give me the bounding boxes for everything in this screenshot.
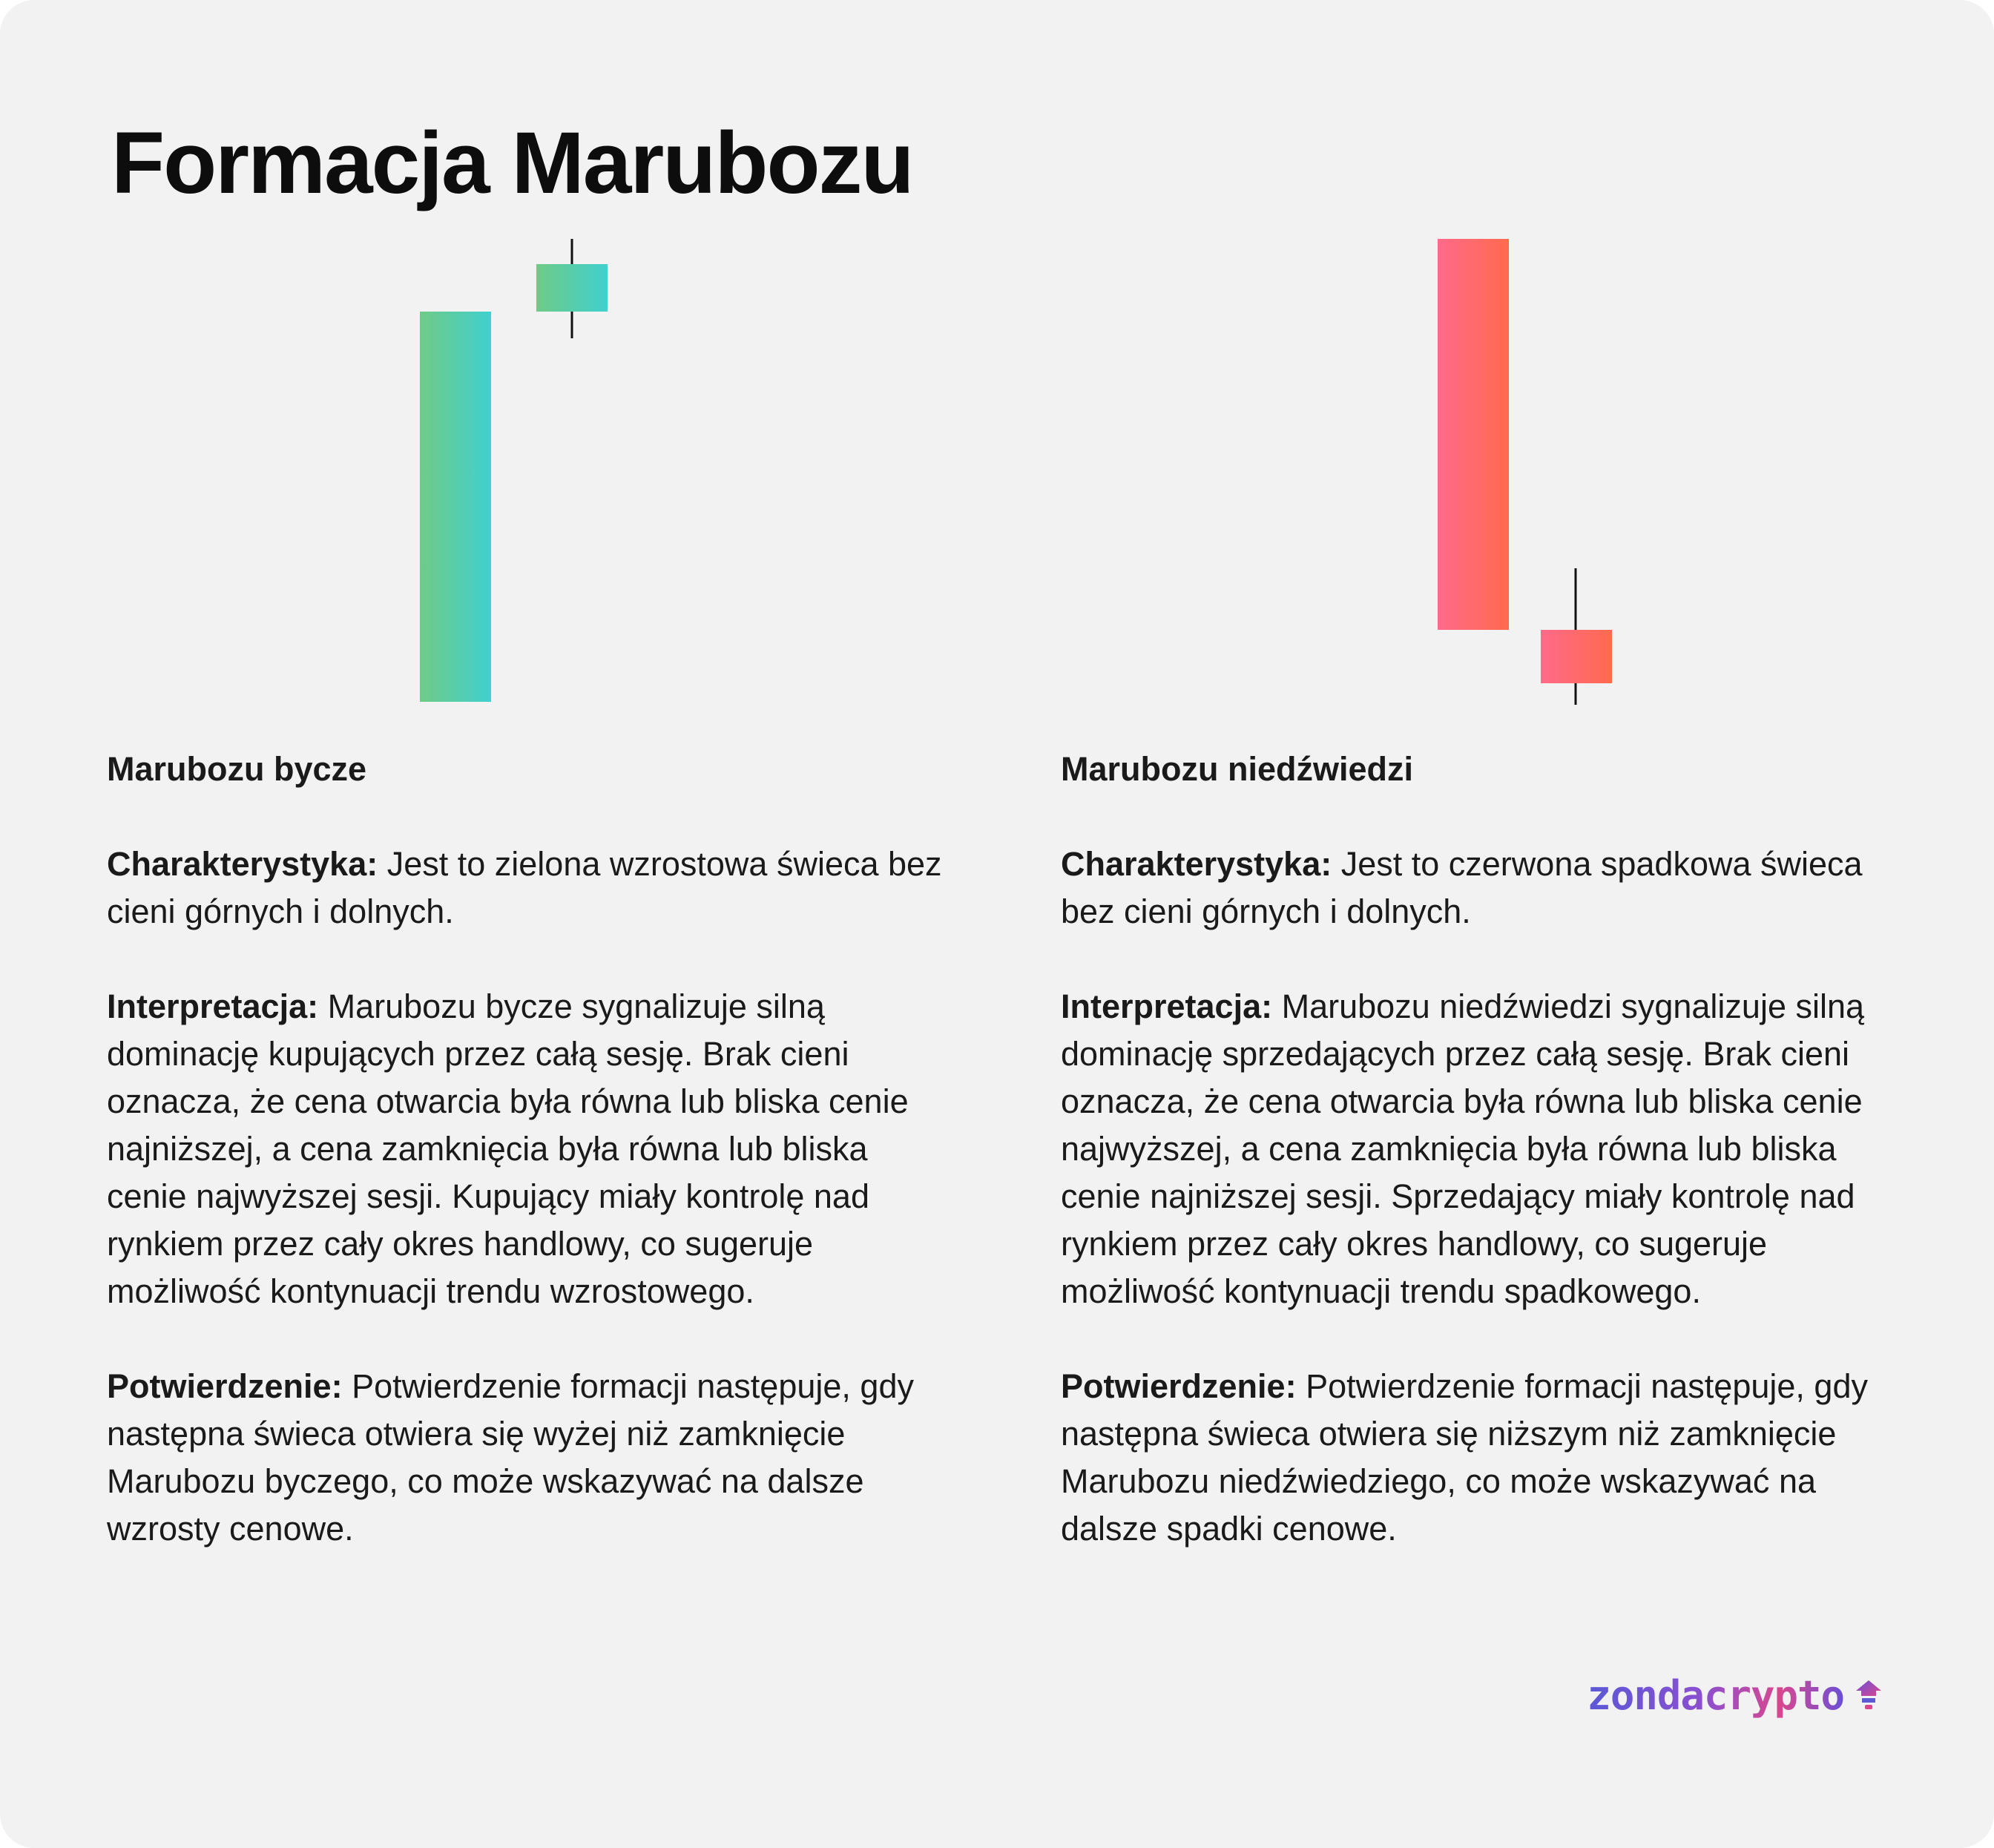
- bullish-characteristics-text: Jest to zielona wzrostowa świeca bez cieni górnych i dolnych.: [107, 845, 942, 930]
- bullish-confirmation-label: Potwierdzenie:: [107, 1367, 343, 1405]
- bullish-characteristics: [107, 841, 945, 935]
- bullish-interpretation-label: Interpretacja:: [107, 987, 319, 1025]
- bearish-heading: Marubozu niedźwiedzi: [1061, 750, 1414, 788]
- lamp-icon: [1852, 1678, 1886, 1712]
- bullish-interpretation: [107, 983, 945, 1315]
- brand-logo: [1587, 1669, 1886, 1721]
- bullish-confirm-candle: [536, 264, 608, 312]
- bullish-confirmation-text: Potwierdzenie formacji następuje, gdy następna świeca otwiera się wyżej niż zamknięcie Marubozu byczego, co może wskazywać na dalsze wzrosty cenowe.: [107, 1367, 914, 1548]
- bearish-interpretation: [1061, 983, 1899, 1315]
- bearish-description: [1061, 746, 1899, 1600]
- bearish-confirm-candle: [1541, 630, 1612, 683]
- bullish-confirmation: [107, 1363, 945, 1553]
- bearish-characteristics-label: Charakterystyka:: [1061, 845, 1332, 883]
- bullish-description: [107, 746, 945, 1600]
- bullish-heading: Marubozu bycze: [107, 750, 367, 788]
- candlestick-illustration: [0, 0, 1994, 742]
- bullish-interpretation-text: Marubozu bycze sygnalizuje silną dominację kupujących przez całą sesję. Brak cieni oznacza, że cena otwarcia była równa lub bliska cenie najniższej, a cena zamknięcia była równa lub bliska cenie najwyższej sesji. Kupujący miały kontrolę nad rynkiem przez cały okres handlowy, co sugeruje możliwość kontynuacji trendu wzrostowego.: [107, 987, 909, 1310]
- bearish-confirmation-label: Potwierdzenie:: [1061, 1367, 1297, 1405]
- bullish-marubozu-candle: [420, 312, 491, 702]
- brand-logo-text: zondacrypto: [1587, 1671, 1844, 1719]
- bearish-confirmation-text: Potwierdzenie formacji następuje, gdy następna świeca otwiera się niższym niż zamknięcie Marubozu niedźwiedziego, co może wskazywać na dalsze spadki cenowe.: [1061, 1367, 1868, 1548]
- bullish-characteristics-label: Charakterystyka:: [107, 845, 378, 883]
- bearish-confirmation: [1061, 1363, 1899, 1553]
- bearish-characteristics: [1061, 841, 1899, 935]
- bearish-interpretation-text: Marubozu niedźwiedzi sygnalizuje silną dominację sprzedających przez całą sesję. Brak cieni oznacza, że cena otwarcia była równa lub bliska cenie najwyższej, a cena zamknięcia była równa lub bliska cenie najniższej sesji. Sprzedający miały kontrolę nad rynkiem przez cały okres handlowy, co sugeruje możliwość kontynuacji trendu spadkowego.: [1061, 987, 1865, 1310]
- bearish-characteristics-text: Jest to czerwona spadkowa świeca bez cieni górnych i dolnych.: [1061, 845, 1863, 930]
- bearish-marubozu-candle: [1438, 239, 1509, 630]
- page-title: Formacja Marubozu: [111, 114, 913, 212]
- bearish-interpretation-label: Interpretacja:: [1061, 987, 1273, 1025]
